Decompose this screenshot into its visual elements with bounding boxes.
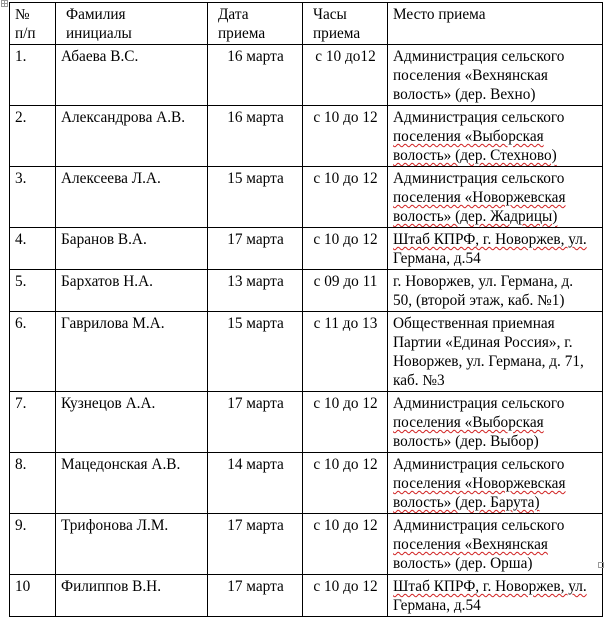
place-line: Общественная приемная: [393, 315, 555, 332]
row-name: Абаева В.С.: [56, 45, 208, 106]
place-line: г. Новоржев, ул. Германа, д.: [393, 273, 574, 290]
row-num: 8.: [10, 453, 56, 514]
row-time: с 10 до 12: [303, 392, 388, 453]
header-num-line: п/п: [15, 25, 36, 42]
header-name-line: инициалы: [66, 25, 132, 42]
row-date: 15 марта: [208, 167, 303, 228]
row-name: Трифонова Л.М.: [56, 514, 208, 575]
place-line: поселения «Новоржевская: [393, 475, 566, 492]
row-time: с 11 до 13: [303, 312, 388, 392]
table-resize-handle-icon[interactable]: [598, 562, 604, 568]
place-line: волость» (дер. Орша): [393, 555, 533, 572]
row-time: с 10 до 12: [303, 106, 388, 167]
place-line: Администрация сельского: [393, 109, 565, 126]
row-date: 13 марта: [208, 270, 303, 312]
place-line: поселения «Вехнянская: [393, 67, 548, 84]
place-line: поселения «Выборская: [393, 414, 544, 431]
place-line: волость» (дер. Стехново): [393, 147, 557, 164]
row-date: 15 марта: [208, 312, 303, 392]
row-date: 17 марта: [208, 392, 303, 453]
place-line: волость» (дер. Вехно): [393, 86, 536, 103]
row-num: 9.: [10, 514, 56, 575]
place-line: волость» (дер. Барута): [393, 494, 540, 511]
header-date: [208, 3, 303, 45]
header-name-line: Фамилия: [66, 6, 126, 23]
row-time: с 10 до 12: [303, 514, 388, 575]
place-line: Штаб КПРФ, г. Новоржев, ул.: [393, 231, 587, 248]
header-place-line: Место приема: [393, 6, 486, 23]
row-time: с 10 до 12: [303, 575, 388, 617]
table-row: [10, 312, 603, 392]
table-row: [10, 106, 603, 167]
document-page: [9, 2, 602, 617]
table-row: [10, 392, 603, 453]
row-num: 4.: [10, 228, 56, 270]
row-date: 16 марта: [208, 106, 303, 167]
place-line: волость» (дер. Жадрицы): [393, 208, 558, 225]
header-time-line: Часы: [313, 6, 347, 23]
row-place: [388, 392, 603, 453]
row-place: [388, 167, 603, 228]
row-name: Мацедонская А.В.: [56, 453, 208, 514]
table-row: [10, 228, 603, 270]
row-num: 6.: [10, 312, 56, 392]
row-time: с 09 до 11: [303, 270, 388, 312]
header-name: [56, 3, 208, 45]
place-line: Штаб КПРФ, г. Новоржев, ул.: [393, 578, 587, 595]
header-date-line: приема: [218, 25, 266, 42]
row-num: 5.: [10, 270, 56, 312]
place-line: Администрация сельского: [393, 170, 565, 187]
place-line: каб. №3: [393, 372, 445, 389]
row-place: [388, 106, 603, 167]
row-name: Гаврилова М.А.: [56, 312, 208, 392]
row-date: 16 марта: [208, 45, 303, 106]
header-time: [303, 3, 388, 45]
row-place: [388, 453, 603, 514]
place-line: Германа, д.54: [393, 597, 481, 614]
row-name: Бархатов Н.А.: [56, 270, 208, 312]
header-place: [388, 3, 603, 45]
table-move-handle-icon[interactable]: [1, 0, 8, 7]
place-line: 50, (второй этаж, каб. №1): [393, 292, 565, 309]
place-line: Администрация сельского: [393, 517, 565, 534]
row-time: с 10 до 12: [303, 167, 388, 228]
row-date: 17 марта: [208, 228, 303, 270]
row-name: Филиппов В.Н.: [56, 575, 208, 617]
row-time: с 10 до12: [303, 45, 388, 106]
row-place: [388, 514, 603, 575]
row-place: [388, 45, 603, 106]
place-line: Новоржев, ул. Германа, д. 71,: [393, 353, 584, 370]
row-date: 17 марта: [208, 575, 303, 617]
table-header-row: [10, 3, 603, 45]
row-date: 17 марта: [208, 514, 303, 575]
place-line: Администрация сельского: [393, 395, 565, 412]
place-line: поселения «Выборская: [393, 128, 544, 145]
row-place: [388, 312, 603, 392]
table-row: [10, 453, 603, 514]
reception-schedule-table: [9, 2, 603, 617]
row-place: [388, 270, 603, 312]
header-date-line: Дата: [218, 6, 249, 23]
place-line: Администрация сельского: [393, 456, 565, 473]
row-num: 2.: [10, 106, 56, 167]
row-name: Александрова А.В.: [56, 106, 208, 167]
place-line: поселения «Вехнянская: [393, 536, 548, 553]
row-place: [388, 228, 603, 270]
row-name: Кузнецов А.А.: [56, 392, 208, 453]
header-num-line: №: [15, 6, 30, 23]
header-time-line: приема: [313, 25, 361, 42]
row-place: [388, 575, 603, 617]
place-line: Германа, д.54: [393, 250, 481, 267]
place-line: Партии «Единая Россия», г.: [393, 334, 573, 351]
table-row: [10, 575, 603, 617]
row-name: Баранов В.А.: [56, 228, 208, 270]
row-num: 3.: [10, 167, 56, 228]
row-date: 14 марта: [208, 453, 303, 514]
table-row: [10, 167, 603, 228]
table-row: [10, 270, 603, 312]
row-name: Алексеева Л.А.: [56, 167, 208, 228]
row-time: с 10 до 12: [303, 453, 388, 514]
row-time: с 10 до 12: [303, 228, 388, 270]
table-row: [10, 514, 603, 575]
row-num: 1.: [10, 45, 56, 106]
place-line: волость» (дер. Выбор): [393, 433, 539, 450]
header-num: [10, 3, 56, 45]
place-line: Администрация сельского: [393, 48, 565, 65]
row-num: 10: [10, 575, 56, 617]
row-num: 7.: [10, 392, 56, 453]
table-row: [10, 45, 603, 106]
place-line: поселения «Новоржевская: [393, 189, 566, 206]
